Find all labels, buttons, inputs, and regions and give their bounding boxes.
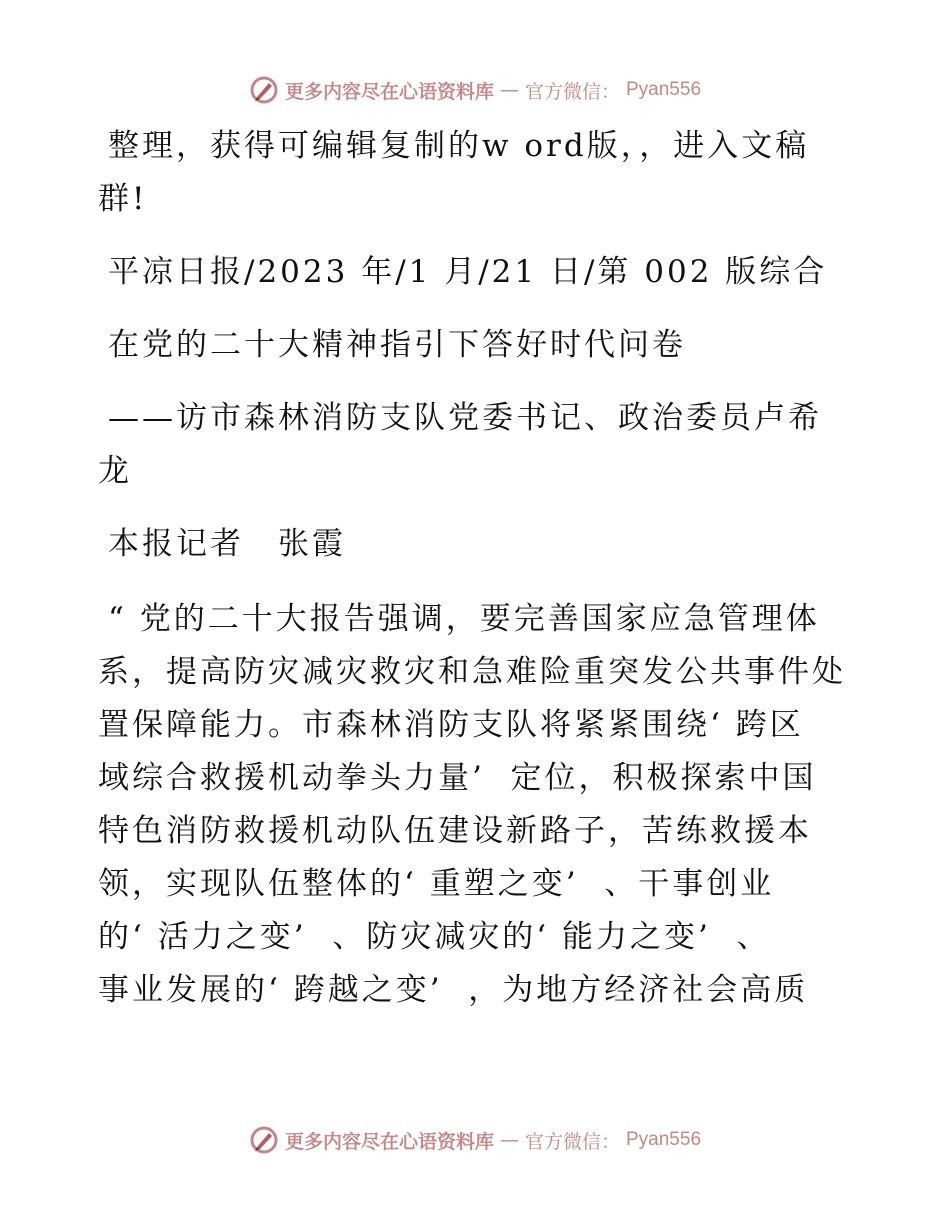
article-paragraph [98,593,858,1017]
body-line: 系，提高防灾减灾救灾和急难险重突发公共事件处 [98,654,846,690]
body-line: 特色消防救援机动队伍建设新路子，苦练救援本 [98,813,812,849]
watermark-site-text: 更多内容尽在心语资料库 [284,1130,494,1153]
byline: 本报记者 张霞 [108,526,346,562]
intro-line-2: 群! [98,181,148,217]
intro-line-1: 整理，获得可编辑复制的w ord版，，进入文稿 [108,128,810,164]
subtitle-line-2: 龙 [98,453,132,489]
watermark-banner-top [0,70,950,110]
watermark-separator: — [499,79,519,101]
subtitle-line-1: ——访市森林消防支队党委书记、政治委员卢希 [108,400,822,436]
watermark-wechat-id: Pyan556 [626,1129,702,1150]
dateline: 平凉日报/2023 年/1 月/21 日/第 002 版综合 [108,254,828,290]
body-line: 的‘ 活力之变’ 、防灾减灾的‘ 能力之变’ 、 [98,919,771,955]
pen-in-circle-icon [249,1125,279,1155]
body-line: 域综合救援机动拳头力量’ 定位，积极探索中国 [98,760,817,796]
headline: 在党的二十大精神指引下答好时代问卷 [108,327,686,363]
watermark-site-text: 更多内容尽在心语资料库 [284,80,494,103]
watermark-wechat-label: 官方微信： [524,1130,620,1153]
watermark-separator: — [499,1129,519,1151]
body-line: 事业发展的‘ 跨越之变’ ，为地方经济社会高质 [98,972,809,1008]
body-line: “ 党的二十大报告强调，要完善国家应急管理体 [108,601,820,637]
body-line: 领，实现队伍整体的‘ 重塑之变’ 、干事创业 [98,866,775,902]
watermark-wechat-id: Pyan556 [626,79,702,100]
watermark-wechat-label: 官方微信： [524,80,620,103]
watermark-banner-bottom [0,1120,950,1160]
pen-in-circle-icon [249,75,279,105]
body-line: 置保障能力。市森林消防支队将紧紧围绕‘ 跨区 [98,707,804,743]
document-body [98,120,858,1017]
